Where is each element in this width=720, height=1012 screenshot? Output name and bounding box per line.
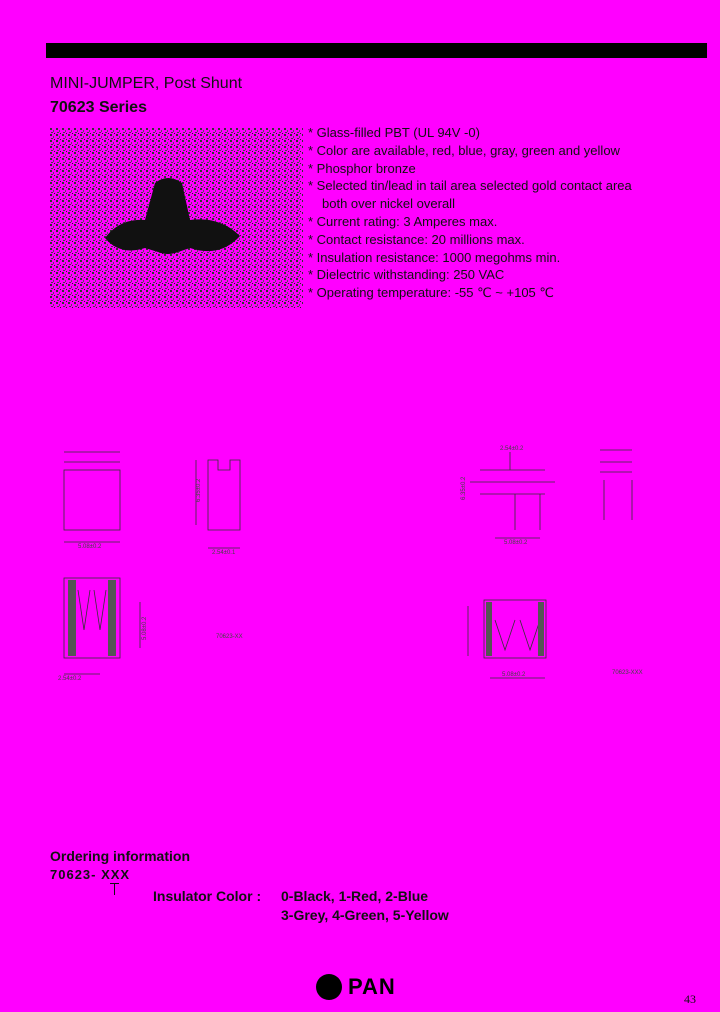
- feature-item: * Current rating: 3 Amperes max.: [308, 213, 498, 229]
- feature-item: * Operating temperature: -55 ℃ ~ +105 ℃: [308, 285, 554, 301]
- insulator-colors-line2: 3-Grey, 4-Green, 5-Yellow: [281, 907, 449, 923]
- feature-item: * Contact resistance: 20 millions max.: [308, 231, 525, 247]
- ordering-title: Ordering information: [50, 848, 190, 864]
- feature-list: [308, 124, 632, 302]
- page-number: 43: [684, 992, 696, 1006]
- product-photo: [50, 128, 303, 308]
- dimension-label: 5.08±0.2: [502, 672, 526, 678]
- brand-name: PAN: [348, 974, 396, 999]
- dimension-label: 6.35±0.2: [461, 476, 467, 500]
- series-title: 70623 Series: [50, 99, 147, 116]
- dimension-label: 5.08±0.2: [142, 616, 148, 640]
- part-label: 70623-XX: [216, 634, 243, 640]
- feature-item: * Dielectric withstanding: 250 VAC: [308, 267, 505, 283]
- part-label: 70623-XXX: [612, 670, 643, 676]
- feature-item: * Insulation resistance: 1000 megohms min.: [308, 249, 561, 265]
- dimension-label: 5.08±0.2: [504, 540, 528, 546]
- logo-dot-icon: [316, 974, 342, 1000]
- feature-item: * Glass-filled PBT (UL 94V -0): [308, 125, 480, 140]
- feature-item: * Phosphor bronze: [308, 160, 416, 176]
- brand-logo: [316, 974, 396, 1000]
- technical-drawings: [0, 430, 720, 700]
- page-title: MINI-JUMPER, Post Shunt: [50, 75, 243, 92]
- insulator-color-label: Insulator Color :: [153, 888, 262, 904]
- ordering-bracket: [114, 883, 115, 895]
- feature-item: * Color are available, red, blue, gray, green and yellow: [308, 142, 620, 158]
- dimension-label: 5.08±0.2: [78, 544, 102, 550]
- feature-item: both over nickel overall: [322, 196, 455, 212]
- dimension-label: 2.54±0.2: [58, 676, 82, 682]
- insulator-colors-line1: 0-Black, 1-Red, 2-Blue: [281, 888, 429, 904]
- header-rule: [46, 43, 707, 58]
- dimension-label: 2.54±0.2: [500, 446, 524, 452]
- dimension-label: 2.54±0.1: [212, 550, 236, 556]
- dimension-label: 6.35±0.2: [196, 478, 202, 502]
- feature-item: * Selected tin/lead in tail area selected gold contact area: [308, 178, 632, 194]
- ordering-code: 70623- XXX: [50, 867, 131, 882]
